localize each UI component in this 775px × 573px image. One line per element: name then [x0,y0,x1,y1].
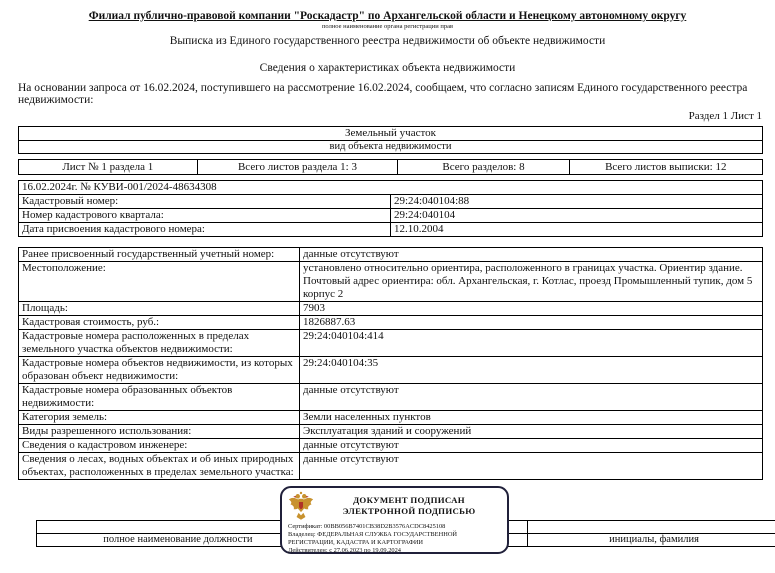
digital-signature-stamp [280,486,509,554]
table-row [19,248,763,262]
table-row [19,424,763,438]
stamp-owner-line: Владелец: ФЕДЕРАЛЬНАЯ СЛУЖБА ГОСУДАРСТВЕННОЙ РЕГИСТРАЦИИ, КАДАСТРА И КАРТОГРАФИИ [288,530,458,546]
row-label: Площадь: [19,302,300,316]
row-label: Дата присвоения кадастрового номера: [19,223,391,237]
table-row [19,383,763,410]
row-label: Категория земель: [19,410,300,424]
row-value: 7903 [300,302,763,316]
row-value: данные отсутствуют [300,438,763,452]
row-value: Эксплуатация зданий и сооружений [300,424,763,438]
stamp-title-line1: ДОКУМЕНТ ПОДПИСАН [353,495,465,505]
row-label: Кадастровая стоимость, руб.: [19,316,300,330]
table-row [19,160,763,175]
row-value: 29:24:040104:414 [300,330,763,357]
footer-right-caption: инициалы, фамилия [528,534,775,547]
section-title: Сведения о характеристиках объекта недвижимости [259,62,516,74]
signature-line-left [37,521,320,534]
table-row [19,316,763,330]
section-page-label: Раздел 1 Лист 1 [688,110,762,122]
table-row [19,302,763,316]
sheet-info-cell: Всего листов раздела 1: 3 [197,160,398,175]
row-value: 29:24:040104:88 [391,195,763,209]
table-row [19,410,763,424]
org-name: Филиал публично-правовой компании "Роскадастр" по Архангельской области и Ненецкому автономному округу [88,10,687,22]
row-label: Кадастровые номера расположенных в пределах земельного участка объектов недвижимости: [19,330,300,357]
row-value: данные отсутствуют [300,248,763,262]
table-row [19,452,763,479]
stamp-validity-line: Действителен: с 27.06.2023 по 19.09.2024 [288,546,401,554]
document-title: Выписка из Единого государственного реестра недвижимости об объекте недвижимости [169,35,606,47]
object-type-value: Земельный участок [19,127,763,141]
sheet-info-cell: Всего листов выписки: 12 [569,160,762,175]
row-value: Земли населенных пунктов [300,410,763,424]
footer-left-caption: полное наименование должности [37,534,320,547]
row-value: 29:24:040104 [391,209,763,223]
sheet-info-cell: Лист № 1 раздела 1 [19,160,198,175]
stamp-title-line2: ЭЛЕКТРОННОЙ ПОДПИСЬЮ [342,506,476,516]
row-value: данные отсутствуют [300,383,763,410]
table-row [19,209,763,223]
table-row [19,356,763,383]
sheet-info-cell: Всего разделов: 8 [398,160,569,175]
row-value: 1826887.63 [300,316,763,330]
row-label: Кадастровый номер: [19,195,391,209]
request-line: На основании запроса от 16.02.2024, поступившего на рассмотрение 16.02.2024, сообщаем, что согласно записям Единого государственного реестра недвижимости: [18,82,748,106]
table-row [19,181,763,195]
row-label: Местоположение: [19,262,300,302]
row-value: данные отсутствуют [300,452,763,479]
row-label: Номер кадастрового квартала: [19,209,391,223]
request-number: 16.02.2024г. № КУВИ-001/2024-48634308 [19,181,763,195]
row-label: Сведения о кадастровом инженере: [19,438,300,452]
row-label: Кадастровые номера образованных объектов недвижимости: [19,383,300,410]
characteristics-table [18,247,763,479]
table-row [19,195,763,209]
row-label: Ранее присвоенный государственный учетный номер: [19,248,300,262]
table-row [19,223,763,237]
table-row [19,127,763,141]
stamp-certificate-line: Сертификат: 00BB056B7401CB38D2B3576ACDC8425108 [288,523,446,530]
row-value: 12.10.2004 [391,223,763,237]
table-row [19,140,763,153]
table-row [19,438,763,452]
table-row [19,330,763,357]
object-type-caption: вид объекта недвижимости [19,140,763,153]
org-name-caption: полное наименование органа регистрации прав [321,23,454,30]
signature-line-right [528,521,775,534]
object-type-table [18,126,763,154]
registration-table [18,180,763,237]
row-label: Кадастровые номера объектов недвижимости, из которых образован объект недвижимости: [19,356,300,383]
row-value: 29:24:040104:35 [300,356,763,383]
table-row [19,262,763,302]
row-label: Сведения о лесах, водных объектах и об иных природных объектах, расположенных в пределах земельного участка: [19,452,300,479]
row-label: Виды разрешенного использования: [19,424,300,438]
russian-coat-of-arms-icon [288,491,314,521]
sheet-info-table [18,159,763,175]
row-value: установлено относительно ориентира, расположенного в границах участка. Ориентир здание. Почтовый адрес ориентира: обл. Архангельская, г. Котлас, проезд Промышленный тупик, дом 5 корпус 2 [300,262,763,302]
